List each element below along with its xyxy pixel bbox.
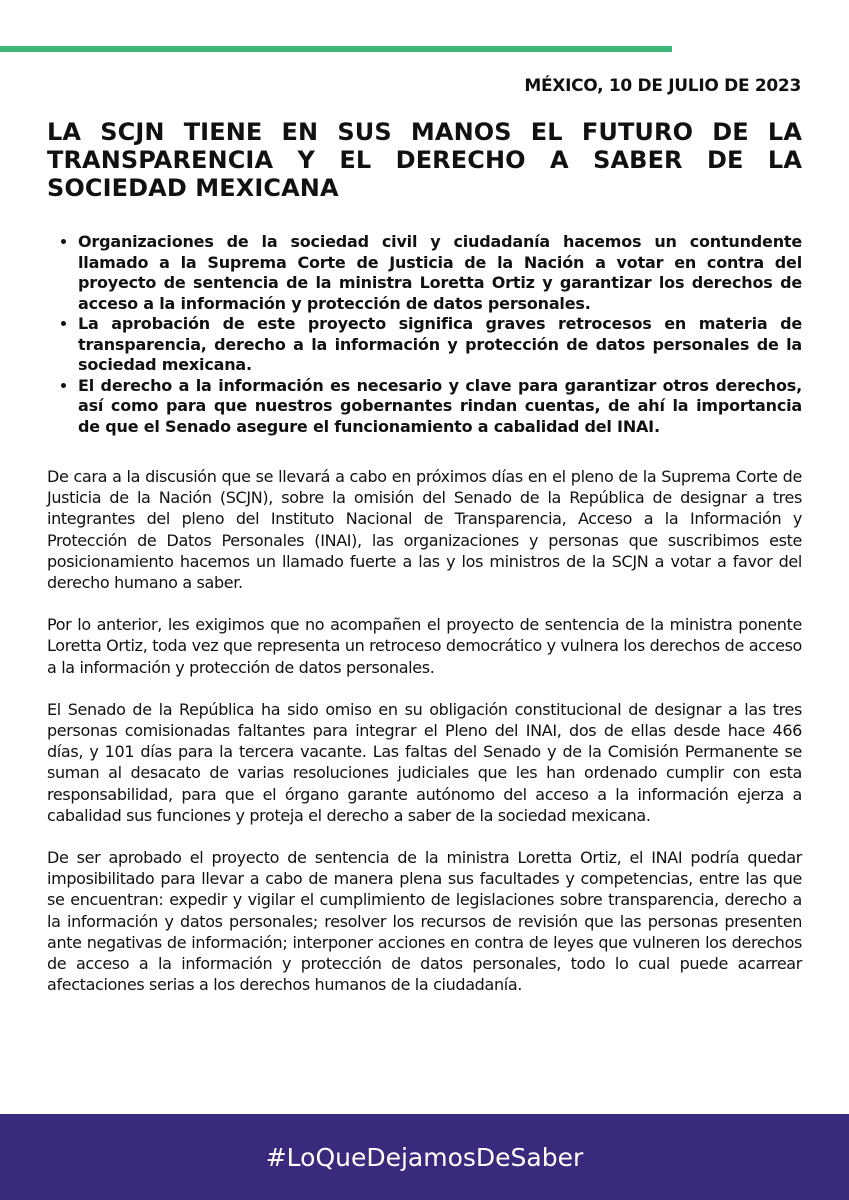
key-point: • El derecho a la información es necesario y clave para garantizar otros derechos, así como para que nuestros gobernantes rindan cuentas, de ahí la importancia de que el Senado asegure el funcionamiento a cabalidad del INAI.	[78, 376, 802, 438]
key-points-list	[47, 232, 802, 437]
body-paragraph: De cara a la discusión que se llevará a cabo en próximos días en el pleno de la Suprema Corte de Justicia de la Nación (SCJN), sobre la omisión del Senado de la República de designar a tres integrantes del pleno del Instituto Nacional de Transparencia, Acceso a la Información y Protección de Datos Personales (INAI), las organizaciones y personas que suscribimos este posicionamiento hacemos un llamado fuerte a las y los ministros de la SCJN a votar a favor del derecho humano a saber.	[47, 467, 802, 593]
key-point: • Organizaciones de la sociedad civil y ciudadanía hacemos un contundente llamado a la Suprema Corte de Justicia de la Nación a votar en contra del proyecto de sentencia de la ministra Loretta Ortiz y garantizar los derechos de acceso a la información y protección de datos personales.	[78, 232, 802, 314]
document-title: LA SCJN TIENE EN SUS MANOS EL FUTURO DE LA TRANSPARENCIA Y EL DERECHO A SABER DE LA SOCIEDAD MEXICANA	[47, 118, 802, 202]
top-accent-rule	[0, 46, 672, 52]
key-point: • La aprobación de este proyecto significa graves retrocesos en materia de transparencia, derecho a la información y protección de datos personales de la sociedad mexicana.	[78, 314, 802, 376]
document-body	[47, 466, 802, 1016]
body-paragraph: El Senado de la República ha sido omiso en su obligación constitucional de designar a las tres personas comisionadas faltantes para integrar el Pleno del INAI, dos de ellas desde hace 466 días, y 101 días para la tercera vacante. Las faltas del Senado y de la Comisión Permanente se suman al desacato de varias resoluciones judiciales que les han ordenado cumplir con esta responsabilidad, para que el órgano garante autónomo del acceso a la información ejerza a cabalidad sus funciones y proteja el derecho a saber de la sociedad mexicana.	[47, 699, 802, 825]
footer-banner	[0, 1114, 849, 1200]
body-paragraph: De ser aprobado el proyecto de sentencia de la ministra Loretta Ortiz, el INAI podría quedar imposibilitado para llevar a cabo de manera plena sus facultades y competencias, entre las que se encuentran: expedir y vigilar el cumplimiento de legislaciones sobre transparencia, derecho a la información y datos personales; resolver los recursos de revisión que las personas presenten ante negativas de información; interponer acciones en contra de leyes que vulneren los derechos de acceso a la información y protección de datos personales, todo lo cual puede acarrear afectaciones serias a los derechos humanos de la ciudadanía.	[47, 848, 802, 995]
body-paragraph: Por lo anterior, les exigimos que no acompañen el proyecto de sentencia de la ministra ponente Loretta Ortiz, toda vez que representa un retroceso democrático y vulnera los derechos de acceso a la información y protección de datos personales.	[47, 615, 802, 677]
document-date: MÉXICO, 10 DE JULIO DE 2023	[524, 76, 801, 96]
footer-hashtag: #LoQueDejamosDeSaber	[265, 1142, 584, 1172]
